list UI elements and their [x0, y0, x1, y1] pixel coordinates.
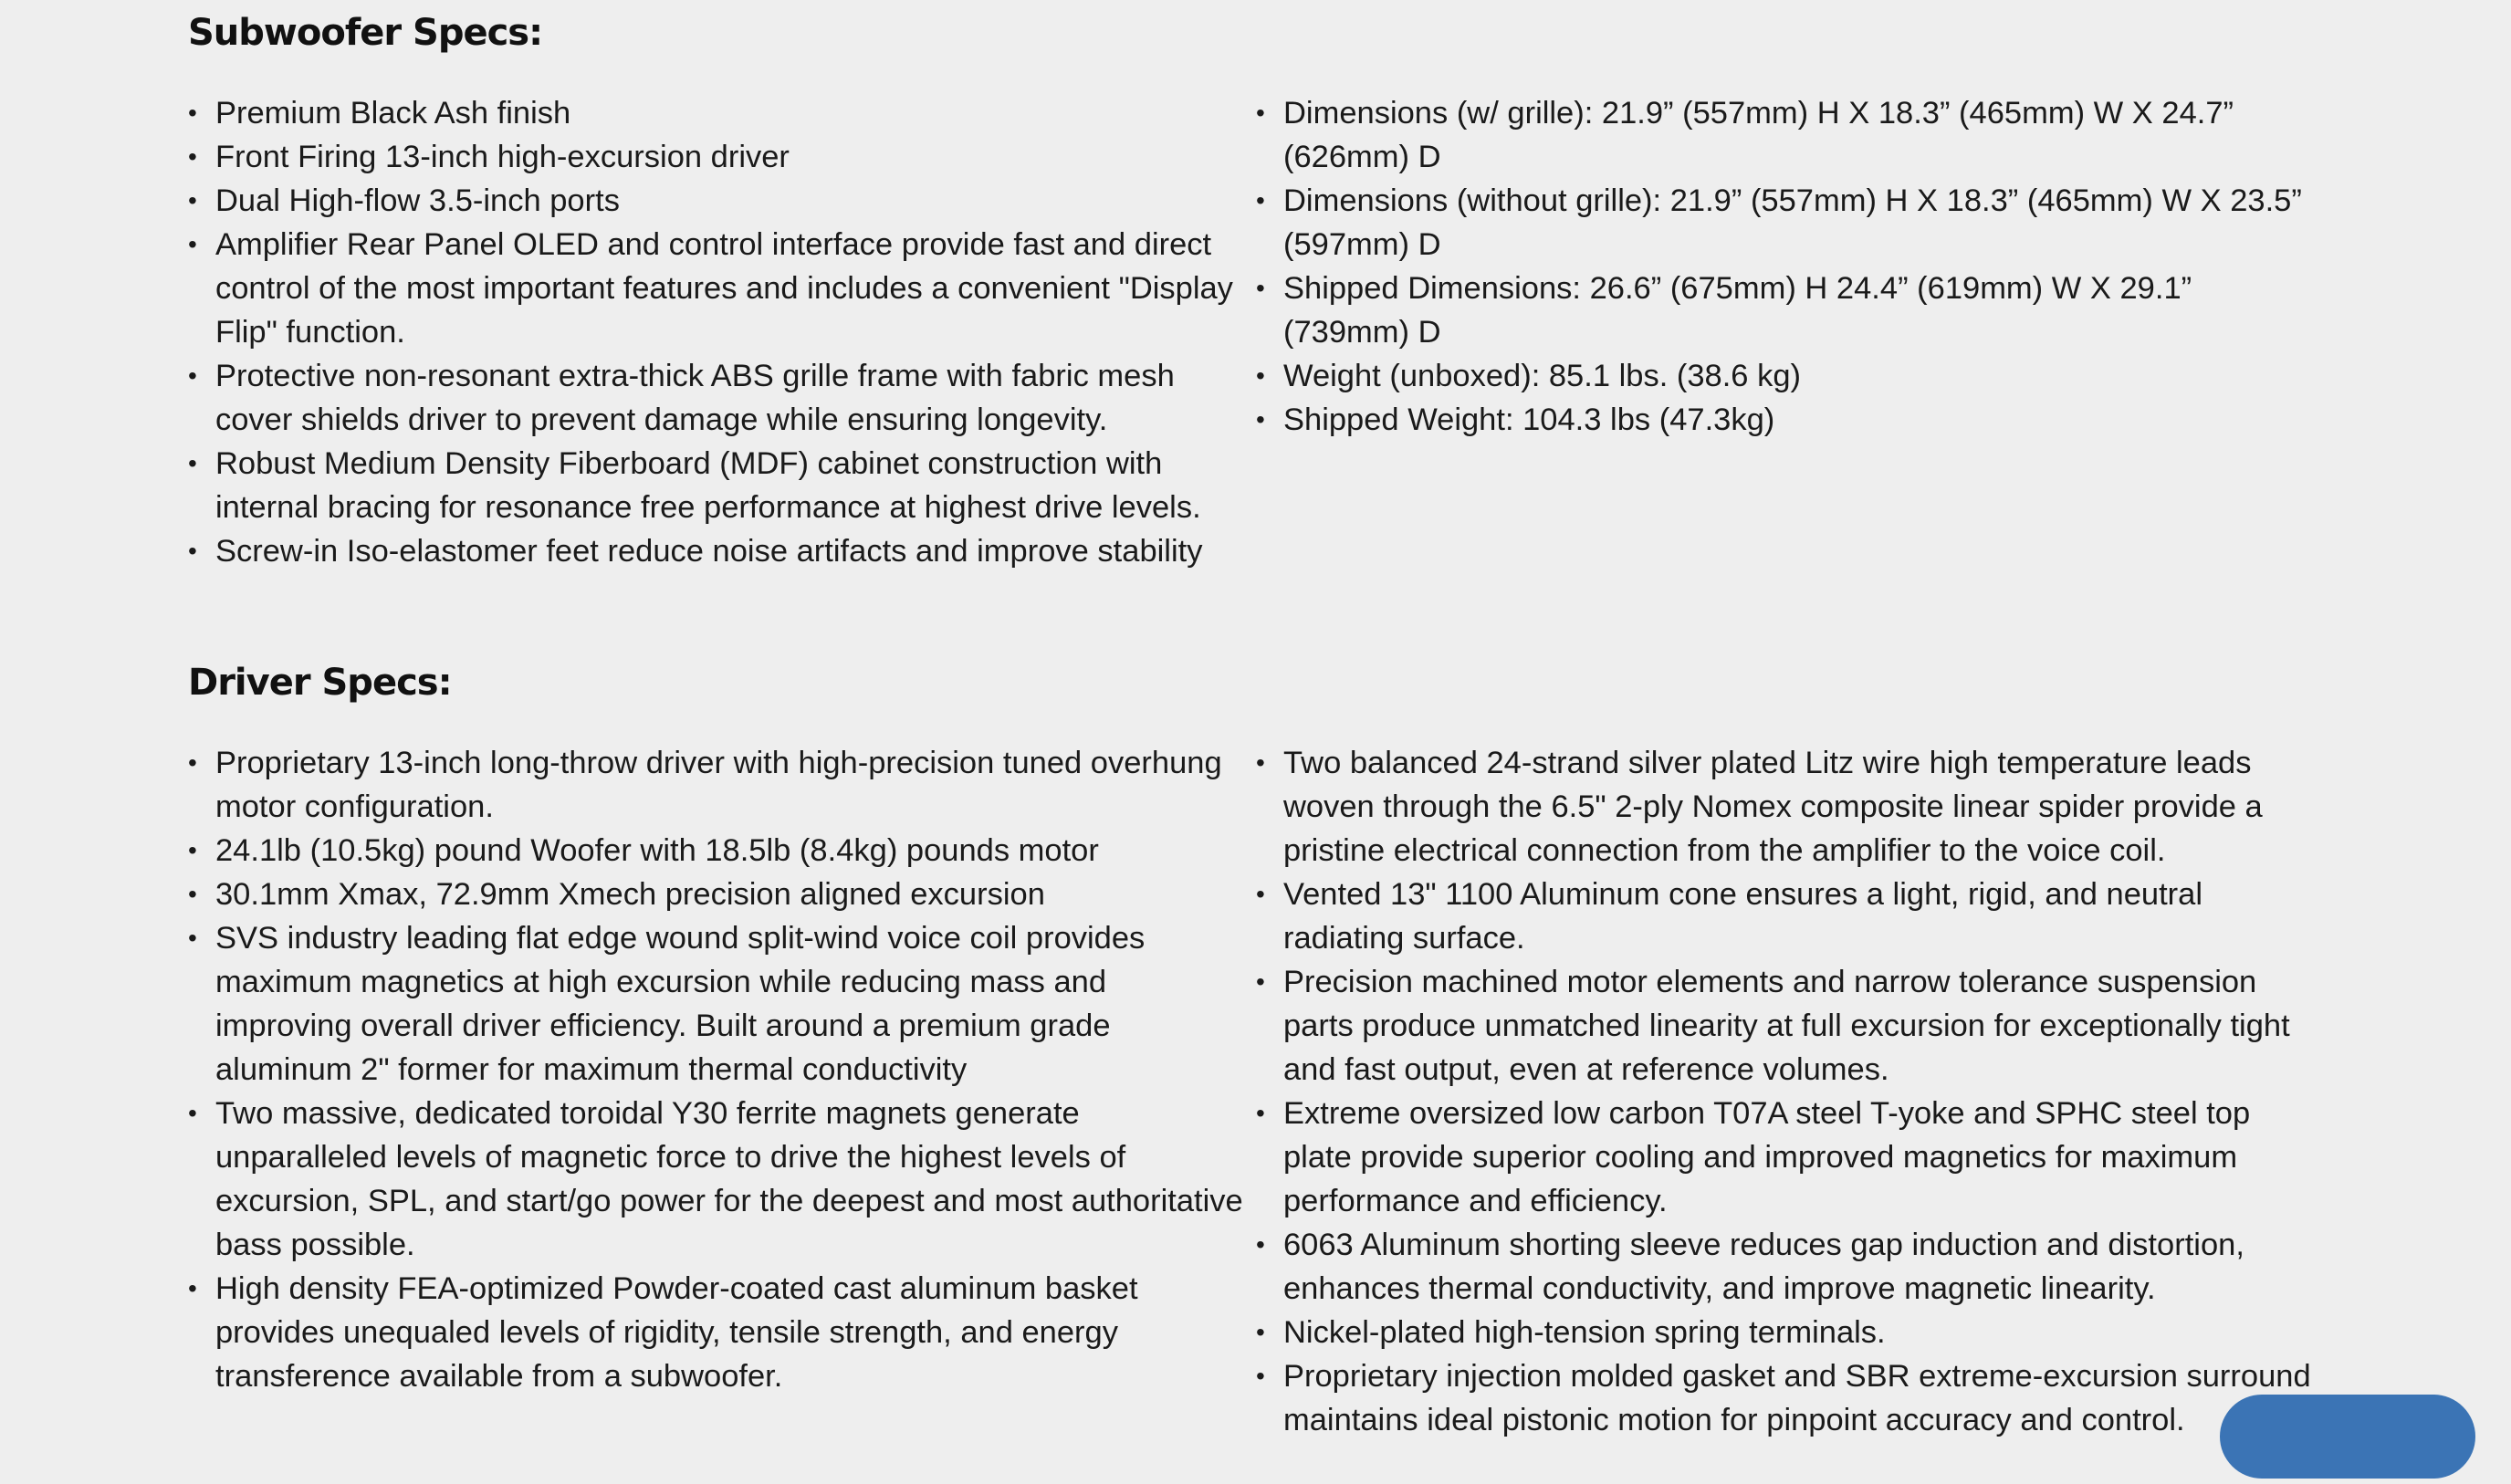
bullet-icon: •: [1256, 99, 1265, 127]
bullet-icon: •: [188, 924, 197, 952]
spec-item-text: Amplifier Rear Panel OLED and control interface provide fast and direct control of the most important features and includes a convenient "Display Flip" function.: [215, 227, 1233, 350]
bullet-icon: •: [1256, 880, 1265, 908]
spec-list-item: [188, 741, 1247, 829]
spec-list-item: [188, 91, 1247, 135]
bullet-icon: •: [188, 99, 197, 127]
chat-button[interactable]: [2220, 1395, 2475, 1479]
spec-item-text: Dimensions (w/ grille): 21.9” (557mm) H X 18.3” (465mm) W X 24.7” (626mm) D: [1283, 96, 2234, 174]
bullet-icon: •: [1256, 361, 1265, 390]
spec-item-text: Extreme oversized low carbon T07A steel T-yoke and SPHC steel top plate provide superior cooling and improved magnetics for maximum performance and efficiency.: [1283, 1096, 2251, 1218]
spec-list-item: [188, 1267, 1247, 1398]
spec-item-text: Premium Black Ash finish: [215, 96, 571, 131]
spec-list-item: [188, 179, 1247, 223]
spec-item-text: Vented 13" 1100 Aluminum cone ensures a light, rigid, and neutral radiating surface.: [1283, 877, 2203, 956]
bullet-icon: •: [188, 748, 197, 777]
subwoofer-specs-heading: Subwoofer Specs:: [188, 12, 543, 54]
bullet-icon: •: [1256, 186, 1265, 214]
spec-item-text: Proprietary injection molded gasket and SBR extreme-excursion surround maintains ideal pistonic motion for pinpoint accuracy and control.: [1283, 1359, 2311, 1437]
bullet-icon: •: [1256, 405, 1265, 434]
bullet-icon: •: [188, 537, 197, 565]
spec-item-text: 6063 Aluminum shorting sleeve reduces gap induction and distortion, enhances thermal conductivity, and improve magnetic linearity.: [1283, 1228, 2244, 1306]
spec-list-item: [188, 223, 1247, 354]
bullet-icon: •: [188, 1274, 197, 1302]
driver-specs-section: [188, 661, 2324, 1437]
spec-item-text: Two balanced 24-strand silver plated Litz wire high temperature leads woven through the 6.5" 2-ply Nomex composite linear spider provide a pristine electrical connection from the amplifier to the voice coil.: [1283, 746, 2263, 868]
bullet-icon: •: [188, 230, 197, 258]
bullet-icon: •: [188, 836, 197, 864]
spec-item-text: Robust Medium Density Fiberboard (MDF) cabinet construction with internal bracing for resonance free performance at highest drive levels.: [215, 446, 1201, 525]
spec-item-text: Weight (unboxed): 85.1 lbs. (38.6 kg): [1283, 359, 1802, 393]
spec-item-text: Precision machined motor elements and narrow tolerance suspension parts produce unmatched linearity at full excursion for exceptionally tight and fast output, even at reference volumes.: [1283, 965, 2290, 1087]
bullet-icon: •: [188, 449, 197, 477]
spec-list-item: [1256, 398, 2324, 442]
spec-item-text: Dimensions (without grille): 21.9” (557mm) H X 18.3” (465mm) W X 23.5” (597mm) D: [1283, 183, 2302, 262]
spec-item-text: 24.1lb (10.5kg) pound Woofer with 18.5lb (8.4kg) pounds motor: [215, 833, 1099, 868]
spec-list-item: [1256, 1092, 2324, 1223]
spec-item-text: SVS industry leading flat edge wound split-wind voice coil provides maximum magnetics at high excursion while reducing mass and improving overall driver efficiency. Built around a premium grade aluminum 2" former for maximum thermal conductivity: [215, 921, 1146, 1087]
subwoofer-specs-list-right: [1256, 91, 2324, 442]
spec-list-item: [1256, 960, 2324, 1092]
bullet-icon: •: [188, 1099, 197, 1127]
spec-list-item: [1256, 873, 2324, 960]
spec-item-text: Two massive, dedicated toroidal Y30 ferrite magnets generate unparalleled levels of magnetic force to drive the highest levels of excursion, SPL, and start/go power for the deepest and most authoritative bass possible.: [215, 1096, 1243, 1262]
spec-list-item: [1256, 1311, 2324, 1354]
spec-list-item: [1256, 91, 2324, 179]
bullet-icon: •: [1256, 1230, 1265, 1259]
bullet-icon: •: [188, 142, 197, 171]
spec-list-item: [1256, 1354, 2324, 1442]
bullet-icon: •: [1256, 967, 1265, 996]
spec-list-item: [1256, 741, 2324, 873]
spec-list-item: [188, 1092, 1247, 1267]
driver-specs-list-left: [188, 741, 1247, 1398]
bullet-icon: •: [1256, 748, 1265, 777]
bullet-icon: •: [188, 186, 197, 214]
spec-item-text: 30.1mm Xmax, 72.9mm Xmech precision aligned excursion: [215, 877, 1045, 912]
spec-list-item: [188, 873, 1247, 916]
spec-list-item: [1256, 266, 2324, 354]
bullet-icon: •: [188, 880, 197, 908]
subwoofer-specs-section: [188, 11, 2324, 569]
spec-item-text: Dual High-flow 3.5-inch ports: [215, 183, 620, 218]
spec-item-text: Front Firing 13-inch high-excursion driver: [215, 140, 790, 174]
spec-list-item: [188, 829, 1247, 873]
driver-specs-heading: Driver Specs:: [188, 662, 452, 704]
spec-list-item: [1256, 179, 2324, 266]
spec-list-item: [188, 916, 1247, 1092]
spec-item-text: Nickel-plated high-tension spring terminals.: [1283, 1315, 1886, 1350]
spec-list-item: [1256, 1223, 2324, 1311]
bullet-icon: •: [1256, 1099, 1265, 1127]
spec-list-item: [188, 529, 1247, 573]
spec-item-text: High density FEA-optimized Powder-coated cast aluminum basket provides unequaled levels of rigidity, tensile strength, and energy transference available from a subwoofer.: [215, 1271, 1138, 1394]
bullet-icon: •: [1256, 1318, 1265, 1346]
spec-list-item: [188, 354, 1247, 442]
bullet-icon: •: [1256, 1362, 1265, 1390]
spec-item-text: Screw-in Iso-elastomer feet reduce noise artifacts and improve stability: [215, 534, 1203, 569]
subwoofer-specs-list-left: [188, 91, 1247, 573]
spec-item-text: Shipped Dimensions: 26.6” (675mm) H 24.4” (619mm) W X 29.1” (739mm) D: [1283, 271, 2192, 350]
spec-item-text: Proprietary 13-inch long-throw driver with high-precision tuned overhung motor configuration.: [215, 746, 1222, 824]
bullet-icon: •: [188, 361, 197, 390]
spec-list-item: [188, 442, 1247, 529]
driver-specs-list-right: [1256, 741, 2324, 1442]
spec-item-text: Shipped Weight: 104.3 lbs (47.3kg): [1283, 402, 1775, 437]
spec-list-item: [188, 135, 1247, 179]
spec-item-text: Protective non-resonant extra-thick ABS grille frame with fabric mesh cover shields driver to prevent damage while ensuring longevity.: [215, 359, 1175, 437]
spec-list-item: [1256, 354, 2324, 398]
bullet-icon: •: [1256, 274, 1265, 302]
